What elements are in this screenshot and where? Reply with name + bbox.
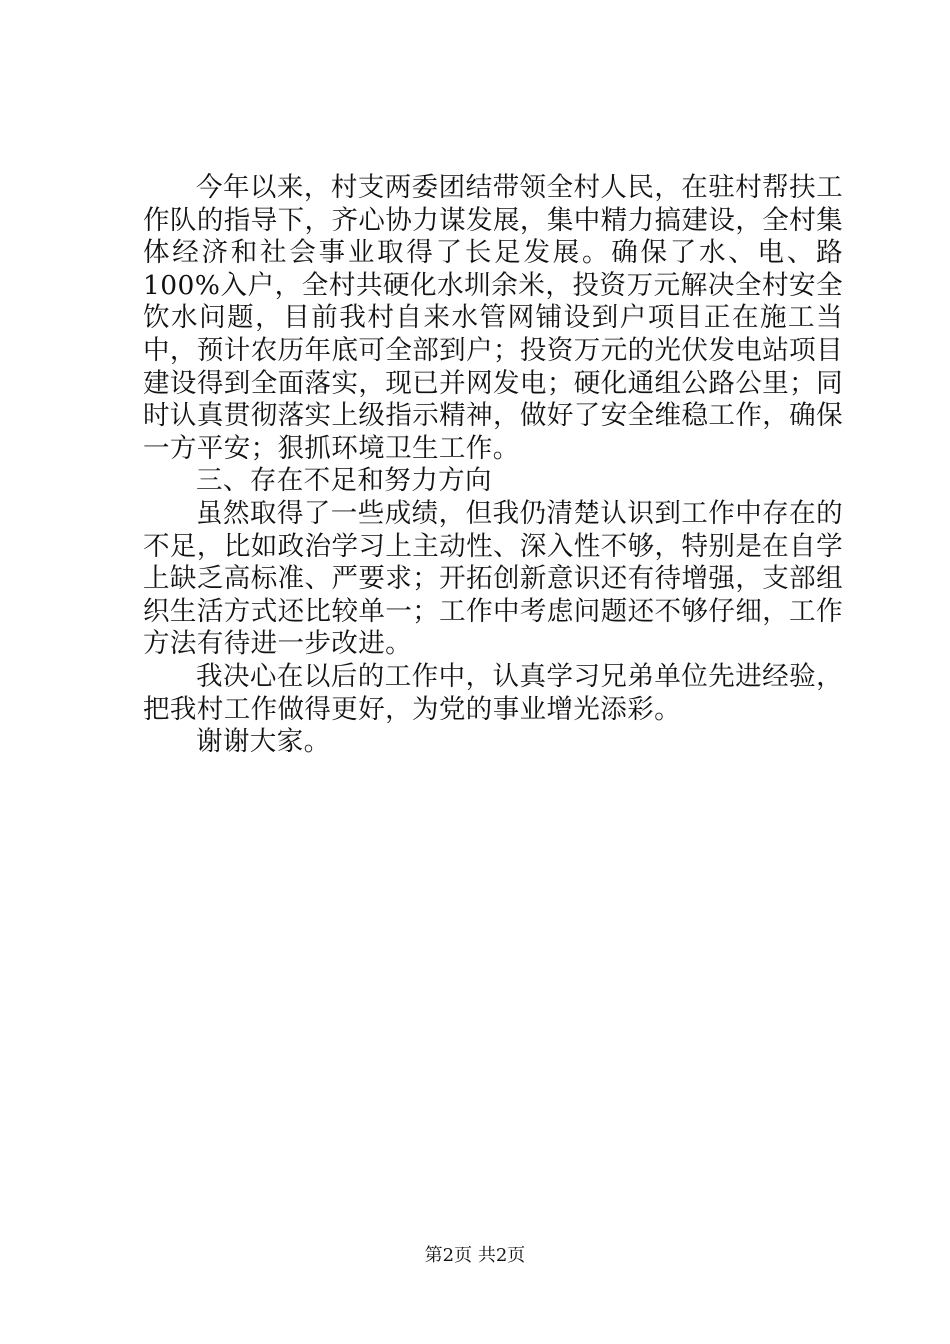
document-body [143, 172, 843, 759]
paragraph-achievements: 今年以来，村支两委团结带领全村人民，在驻村帮扶工作队的指导下，齐心协力谋发展，集中精力搞建设，全村集体经济和社会事业取得了长足发展。确保了水、电、路100%入户，全村共硬化水圳余米，投资万元解决全村安全饮水问题，目前我村自来水管网铺设到户项目正在施工当中，预计农历年底可全部到户；投资万元的光伏发电站项目建设得到全面落实，现已并网发电；硬化通组公路公里；同时认真贯彻落实上级指示精神，做好了安全维稳工作，确保一方平安；狠抓环境卫生工作。 [143, 172, 843, 464]
paragraph-shortcomings: 虽然取得了一些成绩，但我仍清楚认识到工作中存在的不足，比如政治学习上主动性、深入性不够，特别是在自学上缺乏高标准、严要求；开拓创新意识还有待增强，支部组织生活方式还比较单一；工作中考虑问题还不够仔细，工作方法有待进一步改进。 [143, 497, 843, 660]
paragraph-thanks: 谢谢大家。 [196, 726, 331, 758]
paragraph-resolution: 我决心在以后的工作中，认真学习兄弟单位先进经验，把我村工作做得更好，为党的事业增光添彩。 [143, 660, 843, 725]
page-number-footer: 第2页 共2页 [424, 1245, 526, 1266]
section-heading-shortcomings: 三、存在不足和努力方向 [196, 465, 492, 497]
